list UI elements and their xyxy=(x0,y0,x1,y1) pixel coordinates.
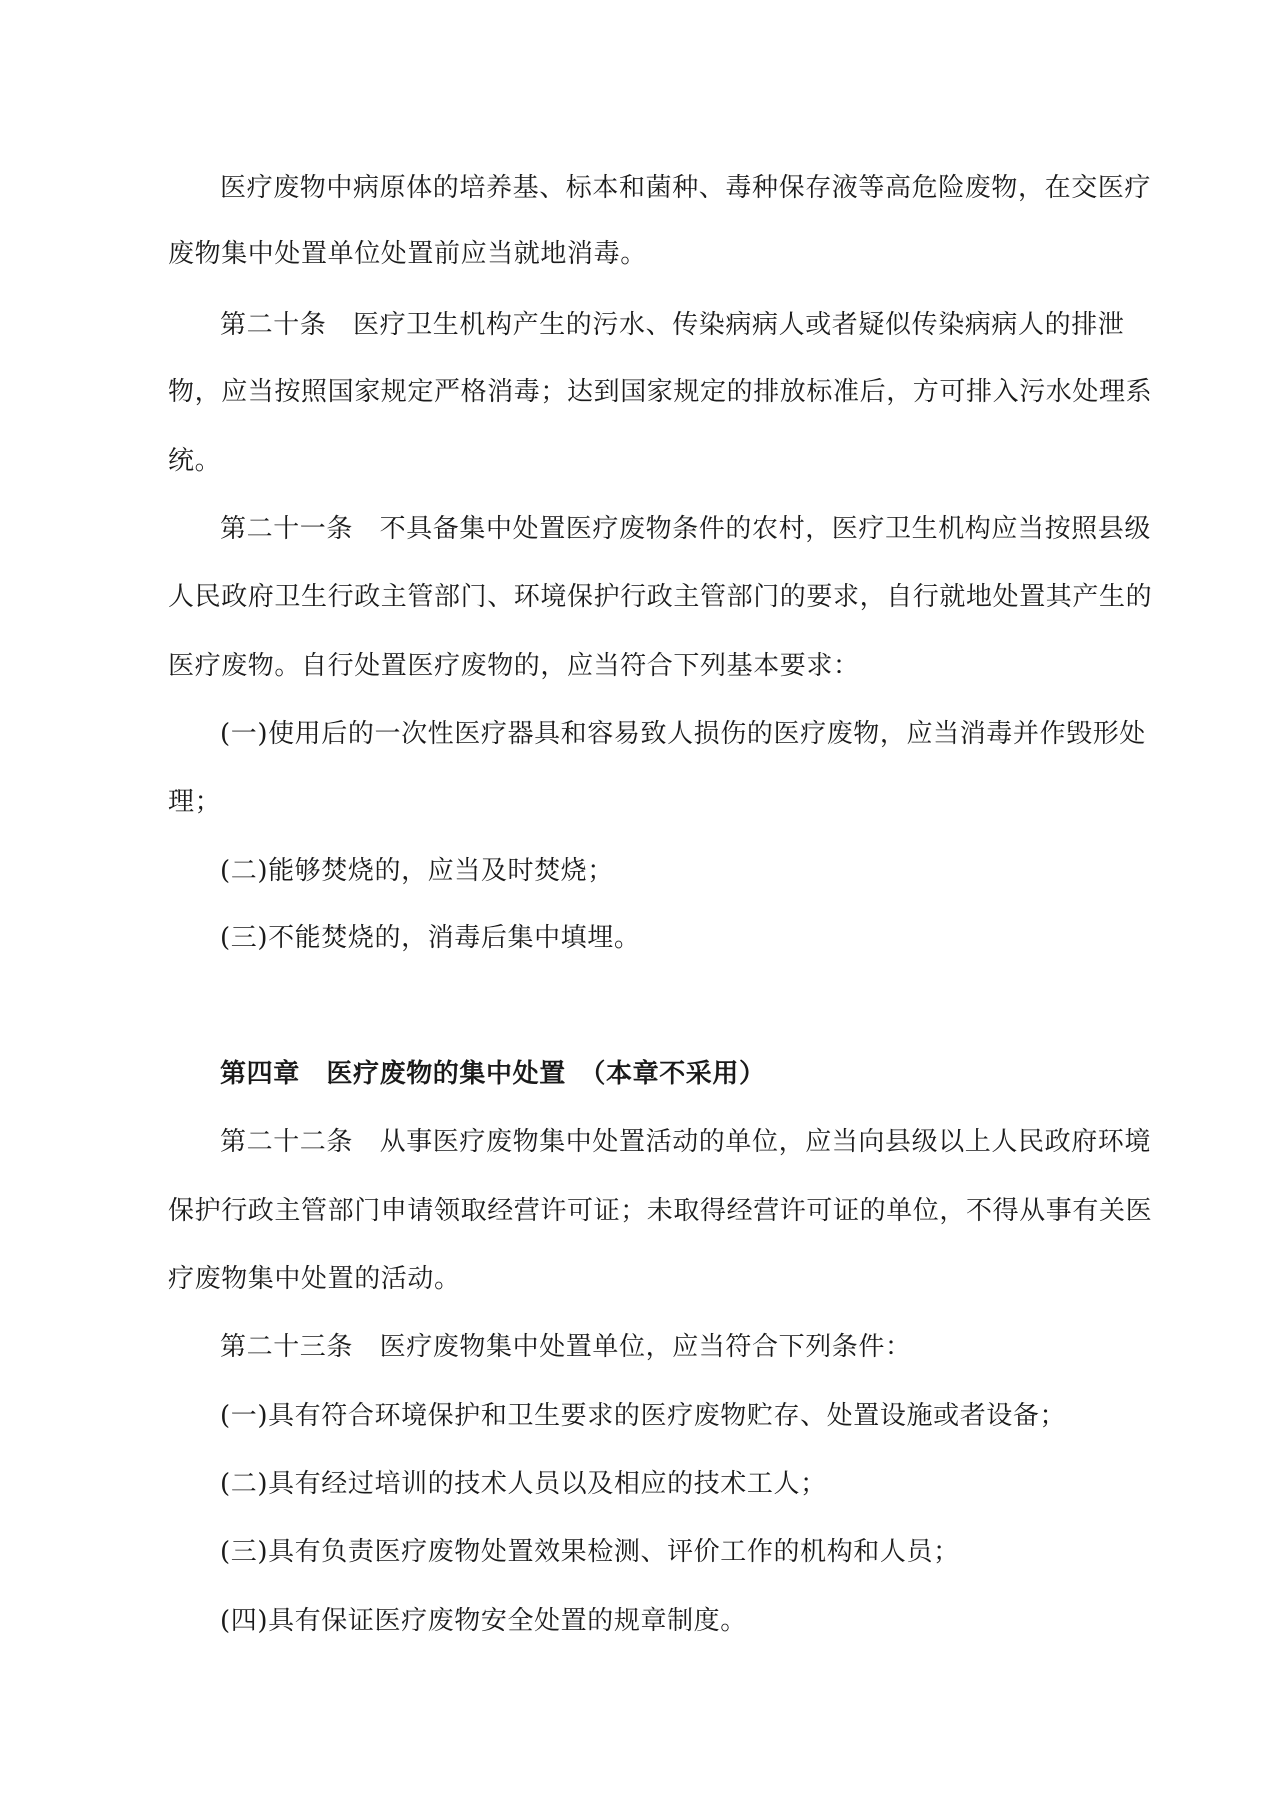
article-20-line: 第二十条 医疗卫生机构产生的污水、传染病病人或者疑似传染病病人的排泄 xyxy=(220,310,1125,340)
article-21-line: 第二十一条 不具备集中处置医疗废物条件的农村，医疗卫生机构应当按照县级 xyxy=(220,514,1152,544)
text-line: 统。 xyxy=(168,446,222,476)
list-item-3: (三)不能焚烧的，消毒后集中填埋。 xyxy=(220,923,641,953)
condition-item-4: (四)具有保证医疗废物安全处置的规章制度。 xyxy=(220,1606,747,1636)
text-line: 理； xyxy=(168,787,222,817)
text-line: 疗废物集中处置的活动。 xyxy=(168,1264,461,1294)
text-line: 人民政府卫生行政主管部门、环境保护行政主管部门的要求，自行就地处置其产生的 xyxy=(168,582,1153,612)
text-line: 医疗废物中病原体的培养基、标本和菌种、毒种保存液等高危险废物，在交医疗 xyxy=(220,173,1152,203)
condition-item-1: (一)具有符合环境保护和卫生要求的医疗废物贮存、处置设施或者设备； xyxy=(220,1401,1067,1431)
list-item-2: (二)能够焚烧的，应当及时焚烧； xyxy=(220,856,614,886)
condition-item-3: (三)具有负责医疗废物处置效果检测、评价工作的机构和人员； xyxy=(220,1537,960,1567)
list-item-1: (一)使用后的一次性医疗器具和容易致人损伤的医疗废物，应当消毒并作毁形处 xyxy=(220,719,1146,749)
article-22-line: 第二十二条 从事医疗废物集中处置活动的单位，应当向县级以上人民政府环境 xyxy=(220,1127,1152,1157)
text-line: 物，应当按照国家规定严格消毒；达到国家规定的排放标准后，方可排入污水处理系 xyxy=(168,377,1153,407)
condition-item-2: (二)具有经过培训的技术人员以及相应的技术工人； xyxy=(220,1469,827,1499)
article-23-line: 第二十三条 医疗废物集中处置单位，应当符合下列条件： xyxy=(220,1332,912,1362)
chapter-4-heading: 第四章 医疗废物的集中处置 （本章不采用） xyxy=(220,1059,766,1089)
text-line: 废物集中处置单位处置前应当就地消毒。 xyxy=(168,239,647,269)
text-line: 医疗废物。自行处置医疗废物的，应当符合下列基本要求： xyxy=(168,651,860,681)
text-line: 保护行政主管部门申请领取经营许可证；未取得经营许可证的单位，不得从事有关医 xyxy=(168,1196,1153,1226)
